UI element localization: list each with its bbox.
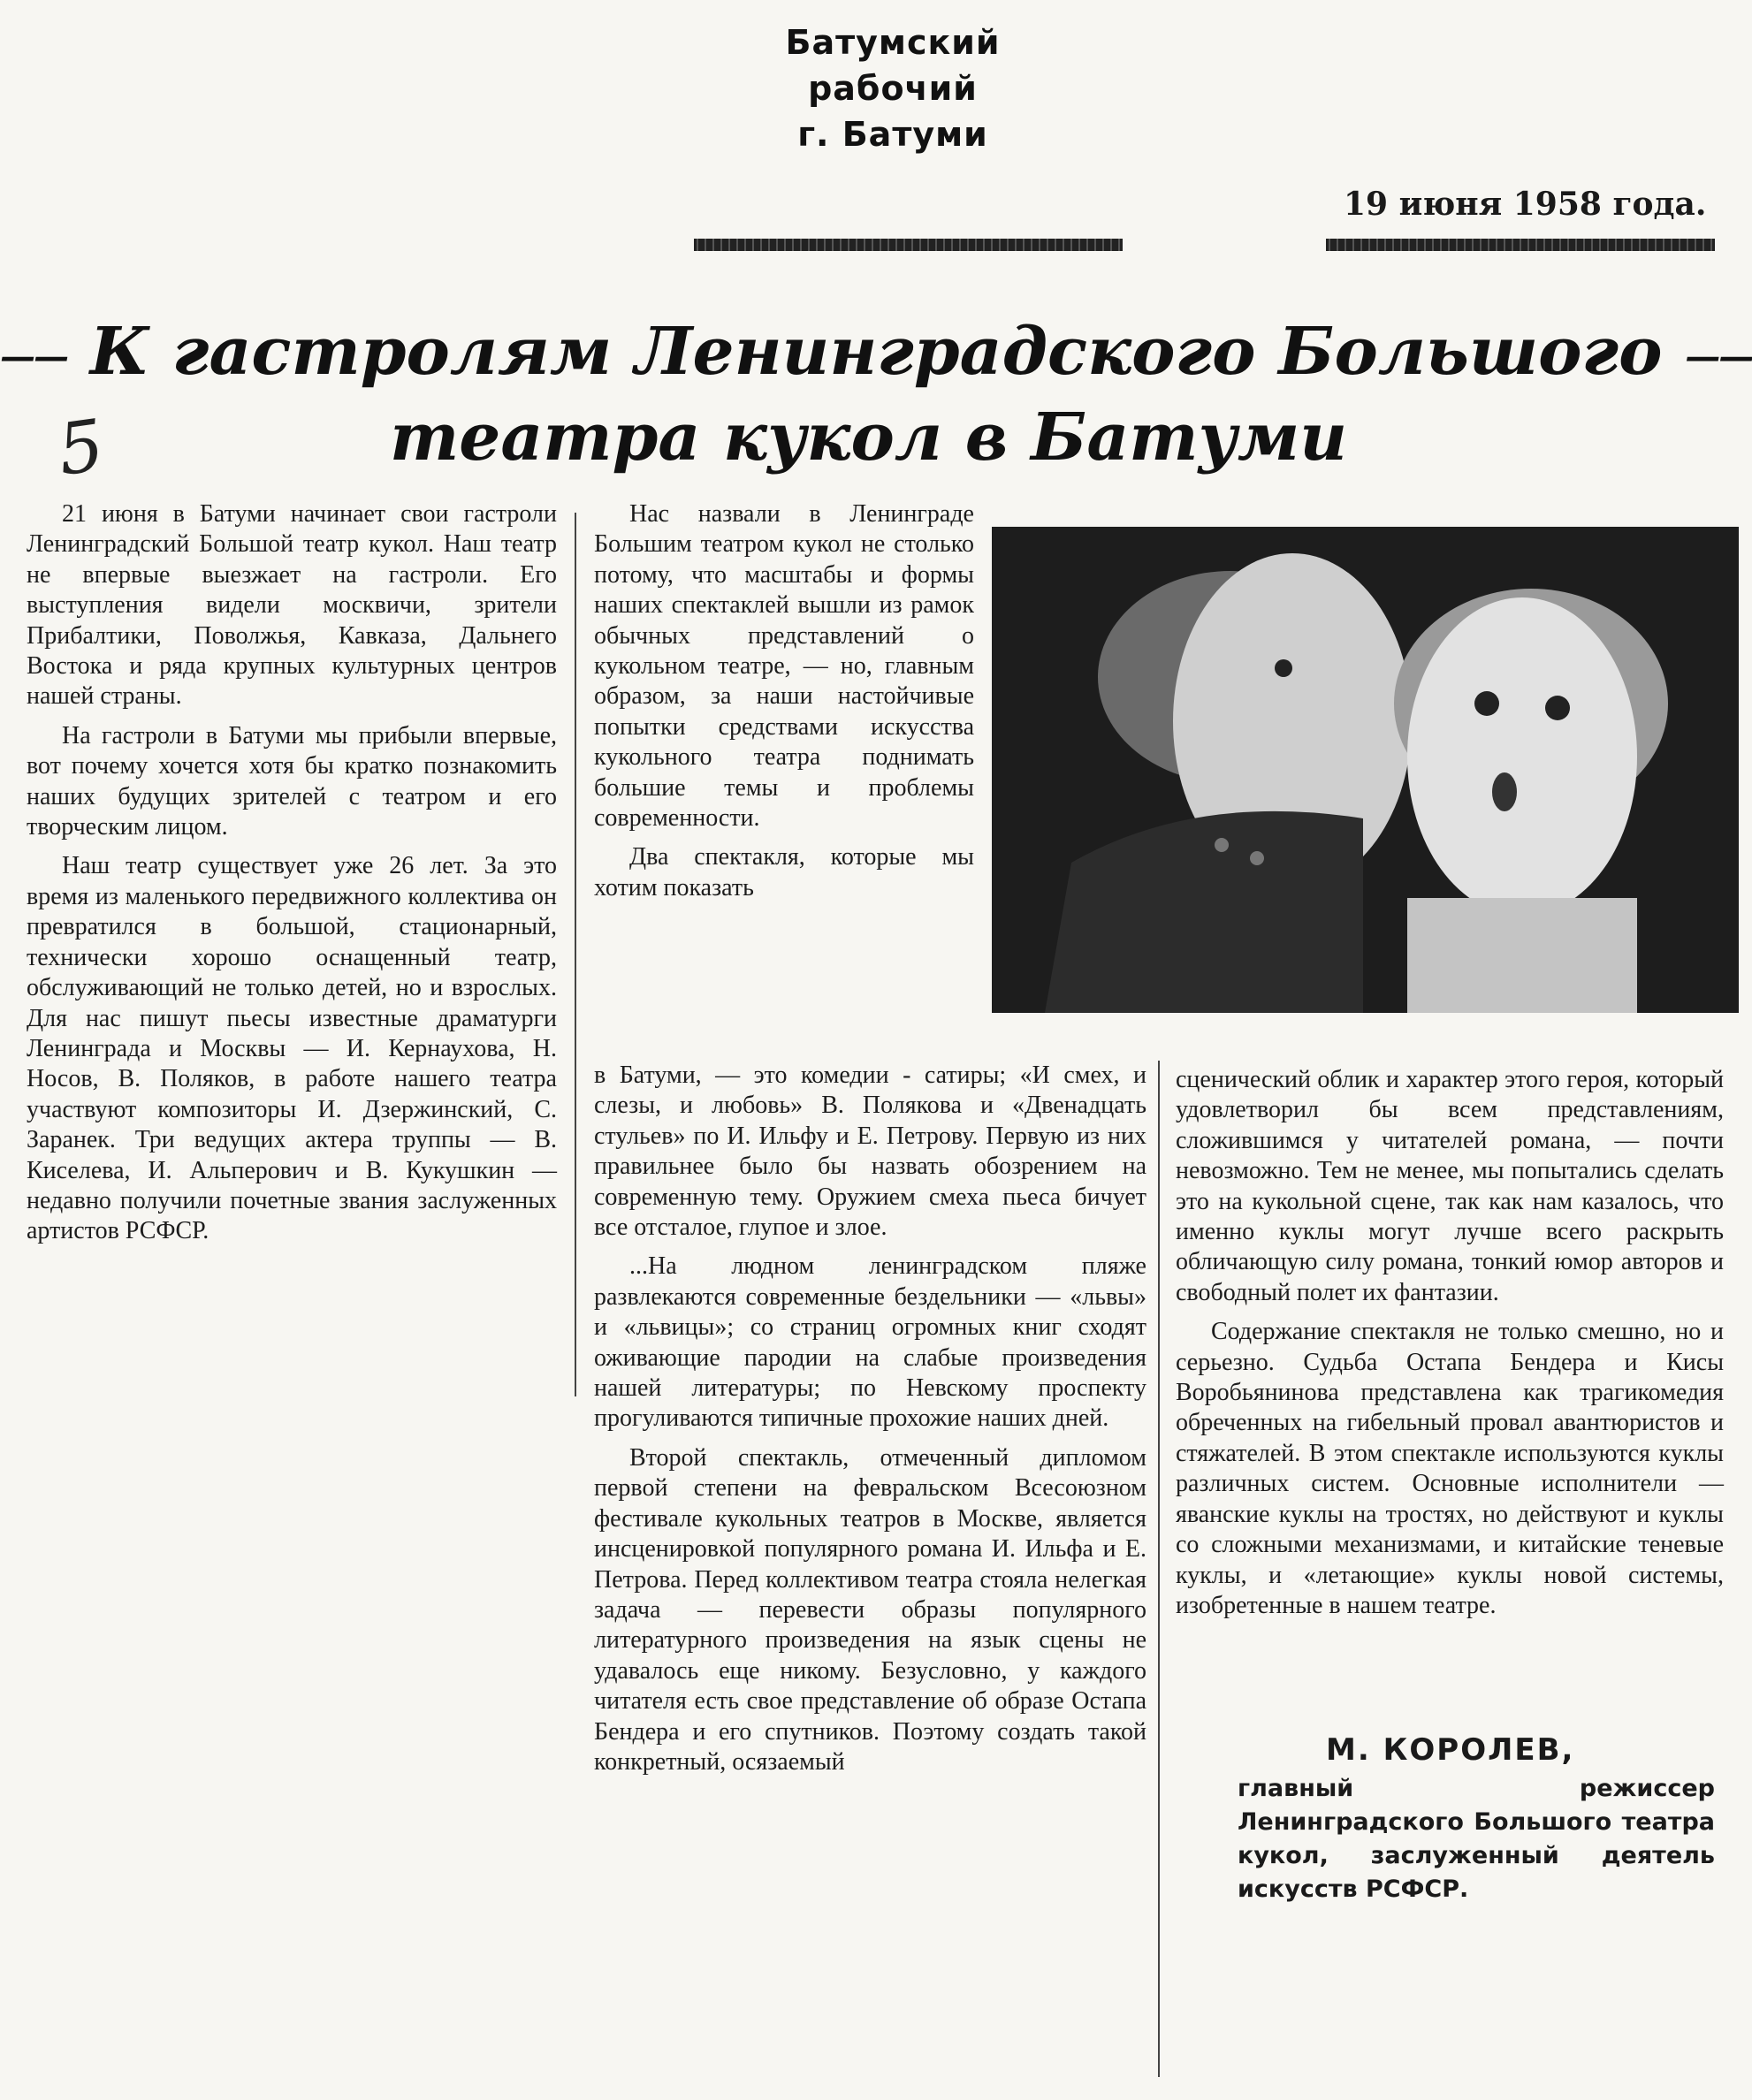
paragraph: Нас назвали в Ленинграде Большим театром кукол не столько потому, что масштабы и формы наших спектаклей вышли из рамок обычных представлений о кукольном театре, — но, главным образом, за наши настойчивые попытки средствами искусства кукольного театра поднимать большие темы и проблемы современности. (594, 500, 974, 833)
headline-line-1 (0, 314, 1752, 390)
paragraph: Наш театр существует уже 26 лет. За это время из маленького передвижного коллектива он превратился в большой, стационарный, технически хорошо оснащенный театр, обслуживающий не только детей, но и взрослых. Для нас пишут пьесы известные драматурги Ленинграда и Москвы — И. Кернаухова, Н. Носов, В. Поляков, в работе нашего театра участвуют композиторы И. Дзержинский, С. Заранек. Три ведущих актера труппы — В. Киселева, И. Альперович и В. Кукушкин — недавно получили почетные звания заслуженных артистов РСФСР. (27, 852, 557, 1245)
puppets-photo (992, 527, 1739, 1013)
headline-text-2: театра кукол в Батуми (389, 399, 1348, 476)
article-column-2-bottom (594, 1061, 1146, 1786)
issue-date: 19 июня 1958 года. (1344, 186, 1707, 223)
paragraph: ...На людном ленинградском пляже развлекаются современные бездельники — «львы» и «львицы»; со страниц огромных книг сходят оживающие пародии на слабые произведения нашей литературы; по Невскому проспекту прогуливаются типичные прохожие наших дней. (594, 1252, 1146, 1433)
author-role: главный режиссер Ленинградского Большого театра кукол, заслуженный деятель искусств РСФСР. (1238, 1775, 1715, 1903)
column-divider (1158, 1061, 1160, 2077)
paper-name: Батумский рабочий (785, 23, 1001, 108)
handwritten-page-number: 5 (52, 403, 110, 492)
paper-city: г. Батуми (797, 115, 988, 154)
article-column-2-top (594, 499, 974, 912)
headline-line-2 (0, 399, 1737, 476)
article-column-1 (27, 499, 557, 1256)
puppets-photo-image (992, 527, 1739, 1013)
paragraph: Второй спектакль, отмеченный дипломом первой степени на февральском Всесоюзном фестивале кукольных театров в Москве, является инсценировкой популярного романа И. Ильфа и Е. Петрова. Перед коллективом театра стояла нелегкая задача — перевести образы популярного литературного произведения на язык сцены не удавалось еще никому. Безусловно, у каждого читателя есть свое представление об образе Остапа Бендера и его спутников. Поэтому создать такой конкретный, осязаемый (594, 1443, 1146, 1776)
paragraph: Два спектакля, которые мы хотим показать (594, 843, 974, 902)
masthead-rule-right (1326, 239, 1715, 251)
masthead-stamp (698, 19, 1087, 157)
paragraph: На гастроли в Батуми мы прибыли впервые, вот почему хочется хотя бы кратко познакомить наших будущих зрителей с театром и его творческим лицом. (27, 721, 557, 841)
paragraph: Содержание спектакля не только смешно, но и серьезно. Судьба Остапа Бендера и Кисы Воробьянинова представлена как трагикомедия обреченных на гибельный провал авантюристов и стяжателей. В этом спектакле используются куклы различных систем. Основные исполнители — яванские куклы на тростях, но действуют и куклы со сложными механизмами, и китайские теневые куклы, и «летающие» куклы новой системы, изобретенные в нашем театре. (1176, 1318, 1724, 1619)
headline-text-1: К гастролям Ленинградского Большого (89, 314, 1663, 390)
column-divider (575, 513, 576, 1396)
headline-dash-right: —— (1685, 336, 1752, 377)
masthead-rule-left (694, 239, 1123, 251)
article-column-3 (1176, 1065, 1724, 1630)
author-name: М. КОРОЛЕВ, (1326, 1732, 1575, 1768)
paragraph: сценический облик и характер этого героя, который удовлетворил бы всем представлениям, сложившимся у читателей романа, — почти невозможно. Тем не менее, мы попытались сделать это на кукольной сцене, так как нам казалось, что именно куклы могут лучше всего раскрыть обличающую силу романа, тонкий юмор авторов и свободный полет их фантазии. (1176, 1066, 1724, 1306)
headline-dash-left: —— (0, 336, 67, 377)
paragraph: 21 июня в Батуми начинает свои гастроли Ленинградский Большой театр кукол. Наш театр не впервые выезжает на гастроли. Его выступления видели москвичи, зрители Прибалтики, Поволжья, Кавказа, Дальнего Востока и ряда крупных культурных центров нашей страны. (27, 500, 557, 711)
paragraph: в Батуми, — это комедии - сатиры; «И смех, и слезы, и любовь» В. Полякова и «Двенадцать стульев» по И. Ильфу и Е. Петрову. Первую из них правильнее было бы назвать обозрением на современную тему. Оружием смеха пьеса бичует все отсталое, глупое и злое. (594, 1061, 1146, 1242)
